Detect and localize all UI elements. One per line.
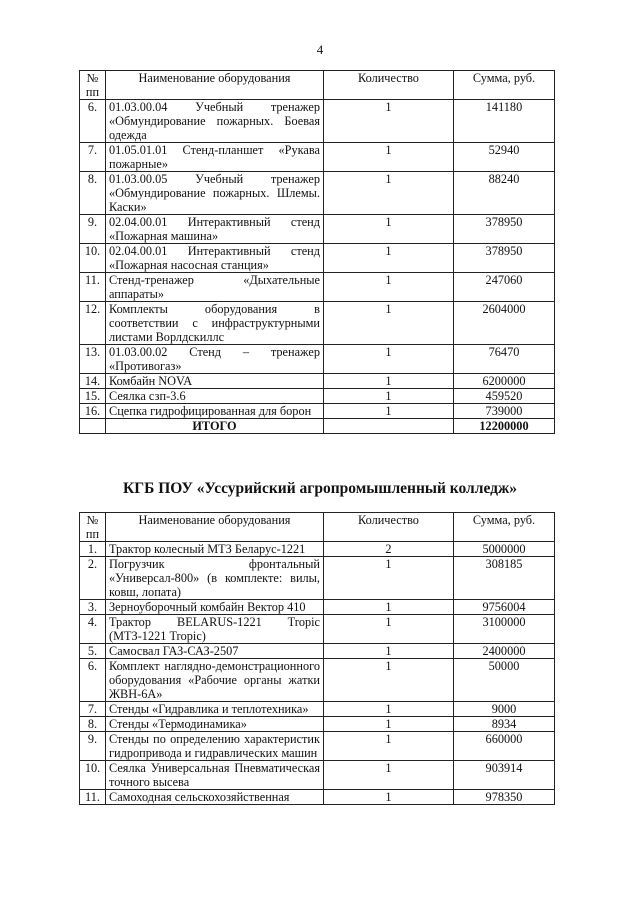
row-name: Сцепка гидрофицированная для борон — [106, 404, 324, 419]
table-header-row — [80, 71, 555, 100]
row-sum: 50000 — [454, 659, 555, 702]
row-number: 15. — [80, 389, 106, 404]
row-sum: 76470 — [454, 345, 555, 374]
row-quantity: 1 — [324, 600, 454, 615]
table-row — [80, 732, 555, 761]
row-name: 02.04.00.01 Интерактивный стенд «Пожарная машина» — [106, 215, 324, 244]
row-number: 9. — [80, 215, 106, 244]
table-row — [80, 615, 555, 644]
row-sum: 3100000 — [454, 615, 555, 644]
table-row — [80, 761, 555, 790]
table-row — [80, 404, 555, 419]
row-quantity: 1 — [324, 732, 454, 761]
row-sum: 378950 — [454, 244, 555, 273]
table-1-body — [80, 100, 555, 434]
row-number: 7. — [80, 143, 106, 172]
row-name: Самоходная сельскохозяйственная — [106, 790, 324, 805]
row-sum: 6200000 — [454, 374, 555, 389]
row-number: 7. — [80, 702, 106, 717]
row-number: 10. — [80, 244, 106, 273]
row-name: Зерноуборочный комбайн Вектор 410 — [106, 600, 324, 615]
row-sum: 88240 — [454, 172, 555, 215]
row-name: Самосвал ГАЗ-САЗ-2507 — [106, 644, 324, 659]
row-sum: 903914 — [454, 761, 555, 790]
row-sum: 247060 — [454, 273, 555, 302]
row-name: 01.05.01.01 Стенд-планшет «Рукава пожарные» — [106, 143, 324, 172]
row-number: 9. — [80, 732, 106, 761]
row-name: Трактор колесный МТЗ Беларус-1221 — [106, 542, 324, 557]
row-quantity: 1 — [324, 644, 454, 659]
row-number: 8. — [80, 717, 106, 732]
row-number: 8. — [80, 172, 106, 215]
row-number: 16. — [80, 404, 106, 419]
table-row — [80, 644, 555, 659]
equipment-table-1 — [79, 70, 555, 434]
total-row — [80, 419, 555, 434]
row-sum: 9000 — [454, 702, 555, 717]
table-row — [80, 215, 555, 244]
table-row — [80, 345, 555, 374]
total-empty-cell — [80, 419, 106, 434]
row-sum: 459520 — [454, 389, 555, 404]
row-quantity: 1 — [324, 374, 454, 389]
row-sum: 9756004 — [454, 600, 555, 615]
row-quantity: 1 — [324, 761, 454, 790]
row-sum: 978350 — [454, 790, 555, 805]
total-label: ИТОГО — [106, 419, 324, 434]
row-name: Комплект наглядно-демонстрационного оборудования «Рабочие органы жатки ЖВН-6А» — [106, 659, 324, 702]
row-sum: 739000 — [454, 404, 555, 419]
row-number: 14. — [80, 374, 106, 389]
table-row — [80, 100, 555, 143]
table-row — [80, 717, 555, 732]
row-name: Трактор BELARUS-1221 Tropic (МТЗ-1221 Tropic) — [106, 615, 324, 644]
row-number: 10. — [80, 761, 106, 790]
row-number: 3. — [80, 600, 106, 615]
row-quantity: 1 — [324, 100, 454, 143]
row-name: Стенды «Термодинамика» — [106, 717, 324, 732]
row-name: 01.03.00.05 Учебный тренажер «Обмундирование пожарных. Шлемы. Каски» — [106, 172, 324, 215]
table-row — [80, 702, 555, 717]
row-number: 13. — [80, 345, 106, 374]
row-quantity: 1 — [324, 215, 454, 244]
row-sum: 5000000 — [454, 542, 555, 557]
table-header-row — [80, 513, 555, 542]
row-quantity: 1 — [324, 345, 454, 374]
row-name: 01.03.00.04 Учебный тренажер «Обмундирование пожарных. Боевая одежда — [106, 100, 324, 143]
row-name: Погрузчик фронтальный «Универсал-800» (в комплекте: вилы, ковш, лопата) — [106, 557, 324, 600]
row-sum: 52940 — [454, 143, 555, 172]
row-quantity: 2 — [324, 542, 454, 557]
page-number: 4 — [316, 42, 324, 57]
row-number: 5. — [80, 644, 106, 659]
total-sum: 12200000 — [454, 419, 555, 434]
row-sum: 660000 — [454, 732, 555, 761]
table-row — [80, 659, 555, 702]
table-2-body — [80, 542, 555, 805]
row-number: 11. — [80, 273, 106, 302]
row-sum: 308185 — [454, 557, 555, 600]
row-quantity: 1 — [324, 172, 454, 215]
table-row — [80, 273, 555, 302]
header-name: Наименование оборудования — [106, 513, 324, 542]
row-number: 1. — [80, 542, 106, 557]
header-qty: Количество — [324, 513, 454, 542]
header-name: Наименование оборудования — [106, 71, 324, 100]
table-row — [80, 143, 555, 172]
row-name: Сеялка сзп-3.6 — [106, 389, 324, 404]
table-row — [80, 600, 555, 615]
row-number: 12. — [80, 302, 106, 345]
row-sum: 378950 — [454, 215, 555, 244]
section-title: КГБ ПОУ «Уссурийский агропромышленный колледж» — [123, 480, 517, 497]
table-row — [80, 244, 555, 273]
table-row — [80, 542, 555, 557]
total-empty-cell — [324, 419, 454, 434]
header-qty: Количество — [324, 71, 454, 100]
row-quantity: 1 — [324, 659, 454, 702]
header-num: № пп — [80, 71, 106, 100]
row-sum: 8934 — [454, 717, 555, 732]
header-num: № пп — [80, 513, 106, 542]
row-name: Комбайн NOVA — [106, 374, 324, 389]
row-quantity: 1 — [324, 717, 454, 732]
row-quantity: 1 — [324, 302, 454, 345]
table-row — [80, 557, 555, 600]
row-name: Стенд-тренажер «Дыхательные аппараты» — [106, 273, 324, 302]
row-number: 2. — [80, 557, 106, 600]
row-name: 01.03.00.02 Стенд – тренажер «Противогаз» — [106, 345, 324, 374]
header-sum: Сумма, руб. — [454, 513, 555, 542]
row-quantity: 1 — [324, 702, 454, 717]
row-sum: 2604000 — [454, 302, 555, 345]
equipment-table-2 — [79, 512, 555, 805]
row-quantity: 1 — [324, 615, 454, 644]
row-number: 6. — [80, 659, 106, 702]
table-row — [80, 172, 555, 215]
row-quantity: 1 — [324, 404, 454, 419]
row-name: Комплекты оборудования в соответствии с инфраструктурными листами Ворлдскиллс — [106, 302, 324, 345]
table-row — [80, 389, 555, 404]
row-quantity: 1 — [324, 557, 454, 600]
row-name: 02.04.00.01 Интерактивный стенд «Пожарная насосная станция» — [106, 244, 324, 273]
header-sum: Сумма, руб. — [454, 71, 555, 100]
row-number: 4. — [80, 615, 106, 644]
table-row — [80, 790, 555, 805]
row-sum: 2400000 — [454, 644, 555, 659]
table-row — [80, 374, 555, 389]
row-quantity: 1 — [324, 143, 454, 172]
row-name: Стенды по определению характеристик гидропривода и гидравлических машин — [106, 732, 324, 761]
row-name: Сеялка Универсальная Пневматическая точного высева — [106, 761, 324, 790]
row-name: Стенды «Гидравлика и теплотехника» — [106, 702, 324, 717]
row-quantity: 1 — [324, 790, 454, 805]
table-row — [80, 302, 555, 345]
row-quantity: 1 — [324, 244, 454, 273]
row-number: 6. — [80, 100, 106, 143]
row-quantity: 1 — [324, 273, 454, 302]
row-sum: 141180 — [454, 100, 555, 143]
row-quantity: 1 — [324, 389, 454, 404]
row-number: 11. — [80, 790, 106, 805]
